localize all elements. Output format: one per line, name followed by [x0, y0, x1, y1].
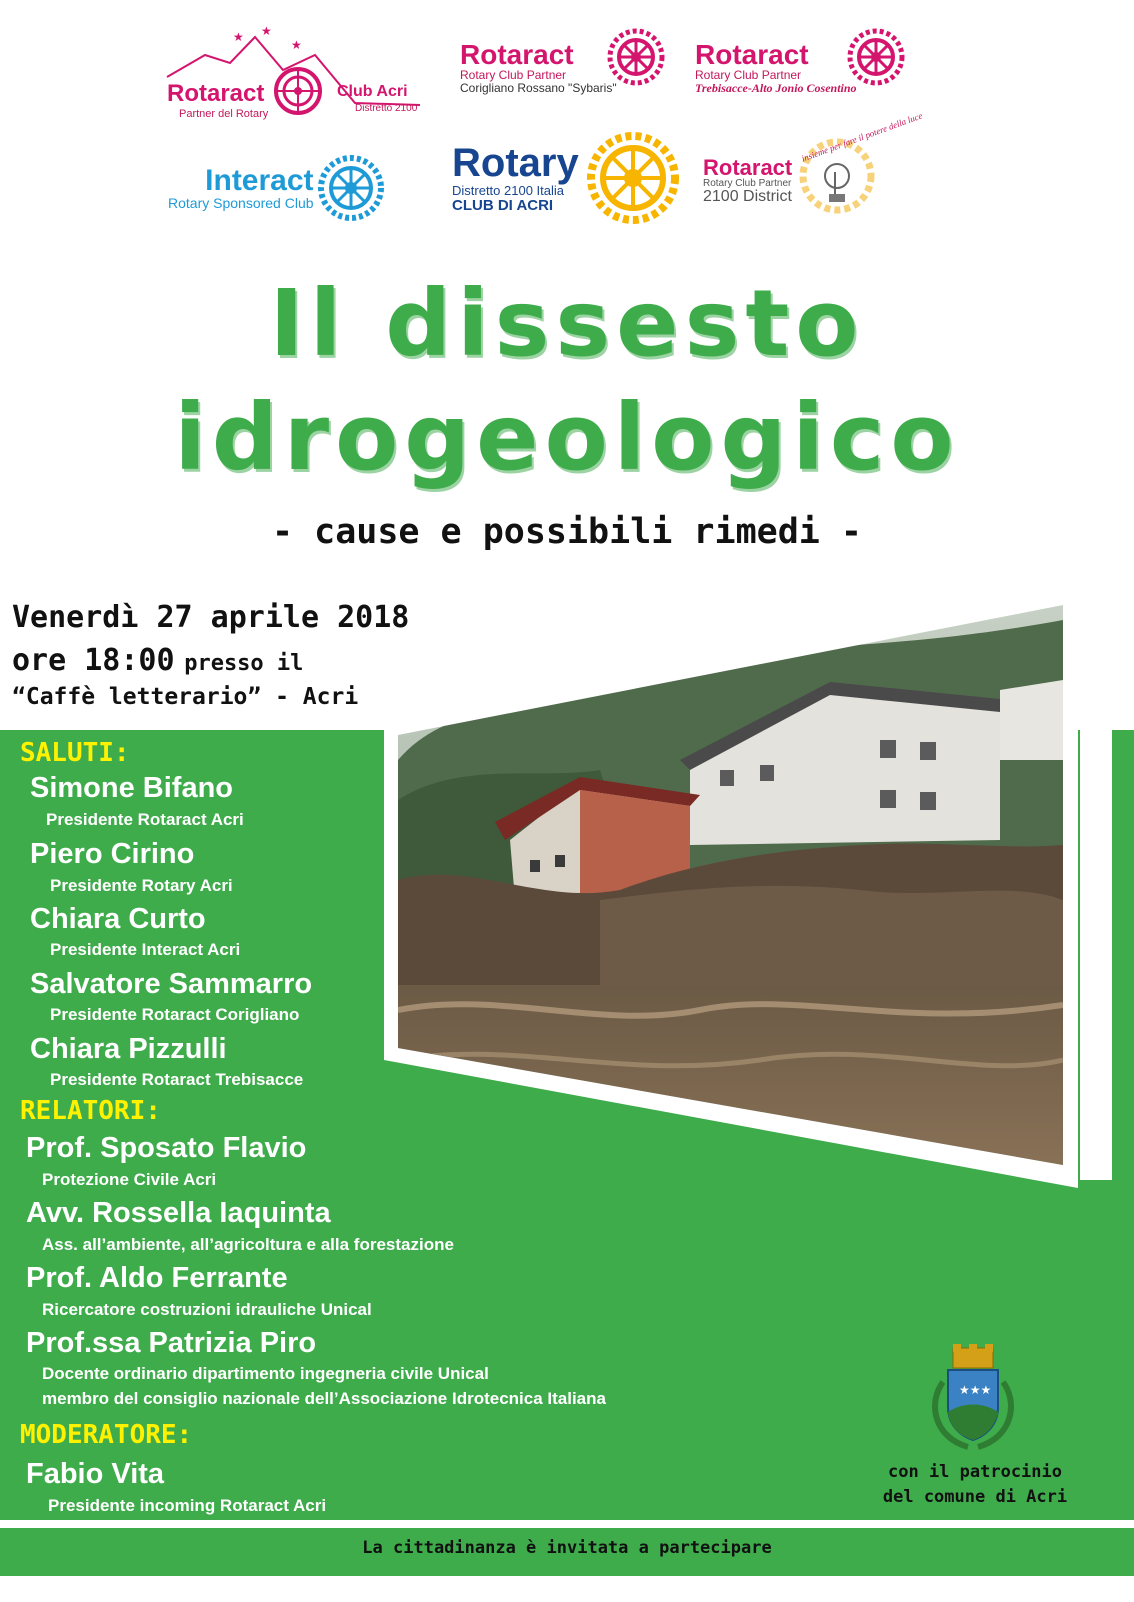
brand-rotaract: Rotaract [460, 39, 574, 70]
logo-line1: Rotary Club Partner [695, 68, 802, 83]
logo-line1: Rotary Sponsored Club [168, 195, 314, 212]
speaker-role: Docente ordinario dipartimento ingegneria civile Unical [42, 1364, 489, 1383]
brand-rotaract: Rotaract [167, 80, 265, 107]
svg-text:★: ★ [291, 38, 302, 52]
speaker-name: Piero Cirino [30, 838, 195, 870]
logo-line2: CLUB DI ACRI [452, 196, 554, 214]
patrocinio [870, 1460, 1080, 1509]
brand-rotary: Rotary [452, 141, 579, 186]
logo-line2: Trebisacce-Alto Jonio Cosentino [695, 80, 857, 95]
patrocinio-line-1: con il patrocinio [888, 1462, 1062, 1482]
logo-tagline: Partner del Rotary [179, 108, 269, 120]
speaker-role: Presidente incoming Rotaract Acri [48, 1496, 327, 1515]
speaker-name: Chiara Pizzulli [30, 1033, 227, 1065]
logo-line2: Corigliano Rossano "Sybaris" [460, 80, 617, 95]
event-presso: presso il [184, 651, 304, 676]
logo-line1: Distretto 2100 Italia [452, 183, 565, 199]
speaker-role: Ricercatore costruzioni idrauliche Unical [42, 1300, 372, 1319]
speaker-role: Presidente Rotaract Acri [46, 810, 244, 829]
subtitle: - cause e possibili rimedi - [271, 512, 862, 552]
svg-text:★★★: ★★★ [959, 1383, 992, 1397]
speaker-name: Prof. Sposato Flavio [26, 1132, 307, 1164]
section-saluti: SALUTI: [20, 738, 130, 768]
speaker-name: Prof.ssa Patrizia Piro [26, 1327, 317, 1359]
speaker-role: Presidente Interact Acri [50, 940, 241, 959]
svg-text:★: ★ [233, 30, 244, 44]
logo-district: Distretto 2100 [355, 103, 418, 114]
svg-text:★: ★ [261, 25, 272, 38]
speaker-role: Presidente Rotaract Corigliano [50, 1005, 300, 1024]
logo-line1: Rotary Club Partner [460, 68, 567, 83]
title-line-2: idrogeologico [174, 384, 960, 491]
speaker-role: membro del consiglio nazionale dell’Associazione Idrotecnica Italiana [42, 1389, 606, 1408]
speaker-role: Presidente Rotaract Trebisacce [50, 1070, 304, 1089]
logo-club: Club Acri [337, 83, 408, 100]
event-time: ore 18:00 [12, 643, 175, 678]
section-relatori: RELATORI: [20, 1096, 161, 1126]
speaker-name: Prof. Aldo Ferrante [26, 1262, 288, 1294]
patrocinio-line-2: del comune di Acri [882, 1486, 1068, 1507]
speaker-role: Ass. all’ambiente, all’agricoltura e alla forestazione [42, 1235, 454, 1254]
speaker-name: Chiara Curto [30, 903, 206, 935]
section-moderatore: MODERATORE: [20, 1420, 193, 1450]
brand-interact: Interact [205, 163, 314, 197]
logo-line2: 2100 District [703, 188, 792, 206]
coat-of-arms-icon [923, 1342, 1023, 1452]
title-line-1: Il dissesto [269, 270, 865, 377]
event-date: Venerdì 27 aprile 2018 [12, 600, 410, 635]
event-venue: “Caffè letterario” - Acri [12, 684, 359, 710]
brand-rotaract: Rotaract [695, 39, 809, 70]
footer-invitation: La cittadinanza è invitata a partecipare [362, 1538, 772, 1558]
speaker-name: Fabio Vita [26, 1458, 165, 1490]
brand-rotaract: Rotaract [703, 154, 793, 180]
logo-motto: insieme per fare il potere della luce [800, 110, 924, 164]
speaker-role: Presidente Rotary Acri [50, 876, 233, 895]
speaker-role: Protezione Civile Acri [42, 1170, 217, 1189]
logo-line1: Rotary Club Partner [703, 177, 792, 189]
speaker-name: Avv. Rossella Iaquinta [26, 1197, 331, 1229]
speaker-name: Salvatore Sammarro [30, 968, 313, 1000]
speaker-name: Simone Bifano [30, 772, 234, 804]
